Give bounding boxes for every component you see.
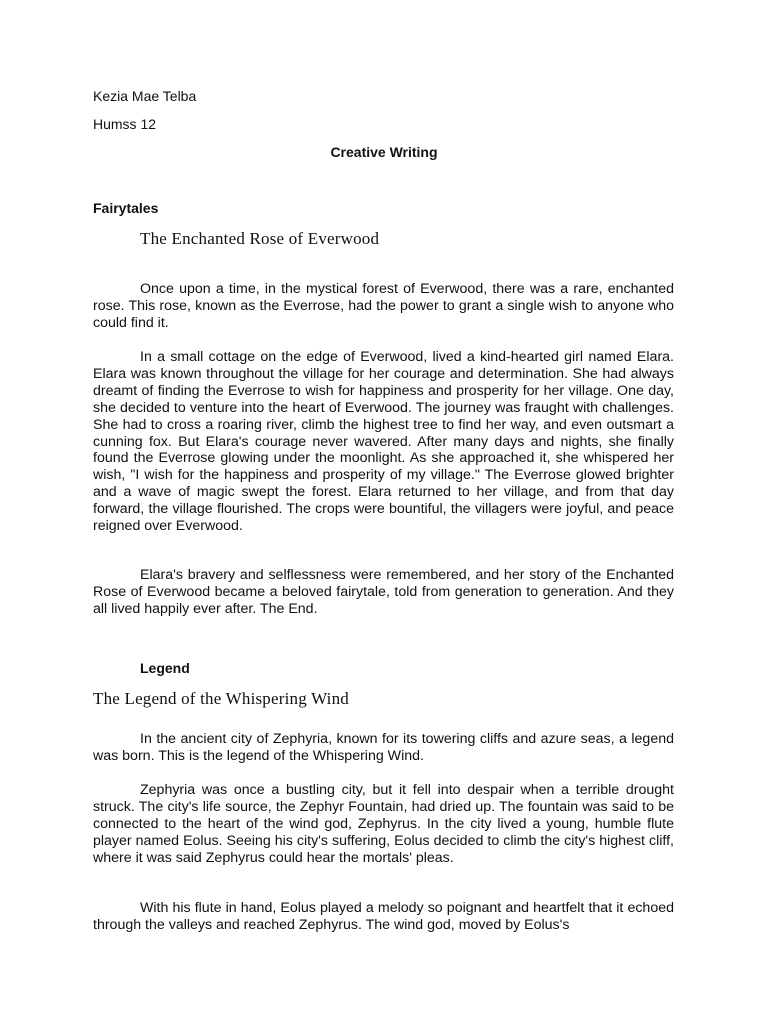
legend-paragraph-3: With his flute in hand, Eolus played a melody so poignant and heartfelt that it echoed through the valleys and reached Zephyrus. The wind god, moved by Eolus's [93, 900, 674, 933]
legend-paragraph-2: Zephyria was once a bustling city, but it fell into despair when a terrible drought struck. The city's life source, the Zephyr Fountain, had dried up. The fountain was said to be connected to the heart of the wind god, Zephyrus. In the city lived a young, humble flute player named Eolus. Seeing his city's suffering, Eolus decided to climb the city's highest cliff, where it was said Zephyrus could hear the mortals' pleas. [93, 782, 674, 866]
legend-story-title: The Legend of the Whispering Wind [93, 689, 349, 708]
fairytale-paragraph-1: Once upon a time, in the mystical forest of Everwood, there was a rare, enchanted rose. This rose, known as the Everrose, had the power to grant a single wish to anyone who could find it. [93, 281, 674, 331]
class-section: Humss 12 [93, 116, 157, 132]
fairytale-paragraph-3: Elara's bravery and selflessness were remembered, and her story of the Enchanted Rose of Everwood became a beloved fairytale, told from generation to generation. And they all lived happily ever after. The End. [93, 567, 674, 617]
legend-paragraph-1: In the ancient city of Zephyria, known for its towering cliffs and azure seas, a legend was born. This is the legend of the Whispering Wind. [93, 731, 674, 764]
legend-heading: Legend [140, 660, 190, 676]
fairytale-paragraph-2: In a small cottage on the edge of Everwood, lived a kind-hearted girl named Elara. Elara was known throughout the village for her courage and determination. She had always dreamt of finding the Everrose to wish for happiness and prosperity for her village. One day, she decided to venture into the heart of Everwood. The journey was fraught with challenges. She had to cross a roaring river, climb the highest tree to find her way, and even outsmart a cunning fox. But Elara's courage never wavered. After many days and nights, she finally found the Everrose glowing under the moonlight. As she approached it, she whispered her wish, "I wish for the happiness and prosperity of my village." The Everrose glowed brighter and a wave of magic swept the forest. Elara returned to her village, and from that day forward, the village flourished. The crops were bountiful, the villagers were joyful, and peace reigned over Everwood. [93, 349, 674, 535]
fairytale-story-title: The Enchanted Rose of Everwood [140, 229, 380, 248]
document-title: Creative Writing [330, 144, 438, 160]
fairytales-heading: Fairytales [93, 200, 159, 216]
author-name: Kezia Mae Telba [93, 88, 197, 104]
